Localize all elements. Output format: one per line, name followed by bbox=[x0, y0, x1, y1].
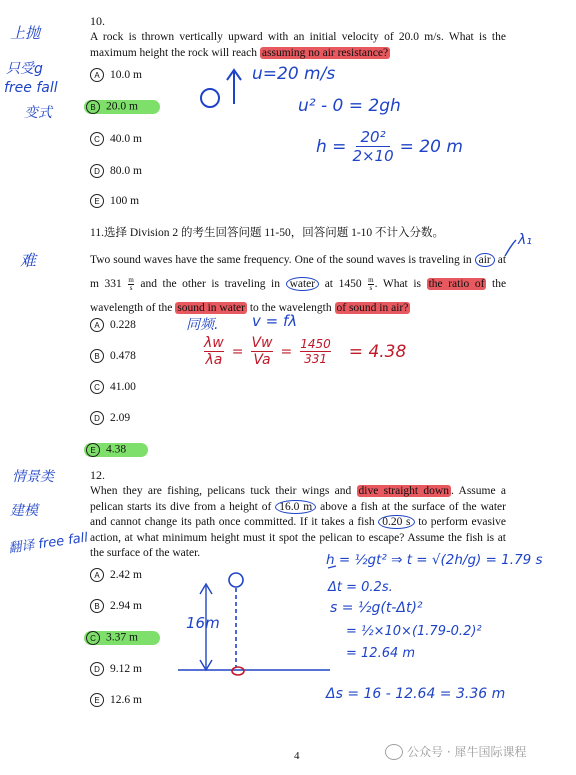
option-letter: A bbox=[90, 68, 104, 82]
option-text: 80.0 m bbox=[110, 165, 142, 177]
q10-text-main: A rock is thrown vertically upward with an initial velocity of 20.0 m/s. What is the maximum height the rock will reach bbox=[90, 31, 506, 59]
eq-rhs: = 20 m bbox=[399, 136, 463, 157]
q12-note-eq-5: = 12.64 m bbox=[346, 646, 416, 661]
option-letter: C bbox=[86, 631, 100, 645]
q12-circled-020: 0.20 s bbox=[378, 515, 414, 529]
page-number: 4 bbox=[294, 750, 300, 762]
q12-circled-16: 16.0 m bbox=[275, 500, 316, 514]
q11-highlight-water: sound in water bbox=[177, 302, 245, 314]
q11-note-lambda: λ₁ bbox=[518, 232, 532, 248]
v-a: Va bbox=[253, 352, 271, 368]
q12-note-eq-2: Δt = 0.2s. bbox=[328, 580, 393, 595]
option-text: 0.228 bbox=[110, 319, 136, 331]
option-text: 3.37 m bbox=[106, 631, 138, 644]
q10-highlight: assuming no air resistance? bbox=[261, 46, 389, 59]
option-letter: B bbox=[90, 349, 104, 363]
option-letter: C bbox=[90, 380, 104, 394]
ratio-result: = 4.38 bbox=[348, 341, 407, 362]
eq-lhs: h = bbox=[316, 136, 347, 157]
q12-text-b: . Assume a pelican starts its dive from a height of bbox=[90, 485, 506, 513]
n-1450: 1450 bbox=[300, 337, 331, 351]
q11-highlight-ratio: the ratio of bbox=[428, 278, 485, 290]
q10-note-side-2: 只受g bbox=[6, 61, 43, 77]
q12-diagram-pelican bbox=[229, 573, 243, 587]
q11-text-f: the wavelength of the bbox=[90, 278, 507, 314]
option-letter: B bbox=[90, 599, 104, 613]
option-letter: E bbox=[90, 194, 104, 208]
q11-text-a: Two sound waves have the same frequency. One of the sound waves is traveling in bbox=[90, 254, 472, 266]
q11-note-same-freq: 同频. bbox=[186, 317, 219, 333]
unit-den: s bbox=[129, 283, 133, 292]
option-text: 4.38 bbox=[106, 443, 127, 456]
option-text: 20.0 m bbox=[106, 100, 138, 113]
q11-highlight-air: of sound in air? bbox=[336, 302, 409, 314]
q10-note-eq-2: u² - 0 = 2gh bbox=[298, 96, 401, 116]
unit-num: m bbox=[128, 275, 134, 284]
q12-diagram-label: 16m bbox=[186, 614, 220, 632]
option-letter: A bbox=[90, 318, 104, 332]
eq-denominator: 2×10 bbox=[352, 147, 394, 165]
q12-ink-tick bbox=[328, 566, 336, 568]
q12-note-eq-1: h = ½gt² ⇒ t = √(2h/g) = 1.79 s bbox=[326, 552, 543, 568]
q12-text-d: to perform evasive action, at what minimum height must it spot the pelican to escape? Assume the fish is at the surface of the water. bbox=[90, 516, 506, 559]
option-letter: B bbox=[86, 100, 100, 114]
option-text: 2.42 m bbox=[110, 569, 142, 581]
q12-note-side-2: 建模 bbox=[10, 503, 38, 519]
q12-text-c: above a fish at the surface of the water and cannot change its path once committed. If it takes a fish bbox=[90, 500, 506, 528]
q11-circled-water: water bbox=[286, 277, 320, 291]
option-text: 2.09 bbox=[110, 412, 131, 424]
option-text: 0.478 bbox=[110, 350, 136, 362]
q11-note-formula: v = fλ bbox=[252, 312, 298, 330]
q11-text-g: to the wavelength bbox=[249, 302, 332, 314]
q10-note-side-4: 变式 bbox=[24, 105, 52, 121]
watermark bbox=[385, 743, 526, 760]
option-text: 2.94 m bbox=[110, 600, 142, 612]
eq-numerator: 20² bbox=[356, 128, 389, 147]
q10-number: 10. bbox=[90, 14, 105, 28]
q11-circled-air: air bbox=[475, 253, 495, 267]
option-letter: E bbox=[86, 443, 100, 457]
option-letter: A bbox=[90, 568, 104, 582]
option-text: 100 m bbox=[110, 195, 140, 207]
q12-note-eq-4: = ½×10×(1.79-0.2)² bbox=[346, 624, 482, 639]
unit-den: s bbox=[369, 283, 373, 292]
q12-note-side-3: 翻译 free fall bbox=[7, 530, 89, 557]
q12-number: 12. bbox=[90, 468, 105, 482]
q10-ink-up-arrow bbox=[227, 70, 241, 104]
option-letter: D bbox=[90, 411, 104, 425]
q11-text-e: . What is bbox=[374, 278, 421, 290]
q10-note-side-3: free fall bbox=[4, 80, 58, 96]
wechat-icon bbox=[385, 744, 403, 760]
eq-sign: = bbox=[280, 343, 293, 360]
unit-num: m bbox=[368, 275, 374, 284]
option-text: 12.6 m bbox=[110, 694, 142, 706]
option-text: 9.12 m bbox=[110, 663, 142, 675]
eq-sign: = bbox=[231, 343, 244, 360]
watermark-text: 公众号 · 犀牛国际课程 bbox=[407, 745, 527, 759]
q12-text-a: When they are fishing, pelicans tuck their wings and bbox=[90, 485, 352, 497]
q12-note-eq-6: Δs = 16 - 12.64 = 3.36 m bbox=[326, 686, 506, 702]
q11-ink-arrow bbox=[505, 240, 516, 256]
q11-note-side: 难 bbox=[20, 251, 37, 270]
q11-text-d: at 1450 bbox=[324, 278, 362, 290]
q11-header: 11.选择 Division 2 的考生回答问题 11-50，回答问题 1-10 不计入分数。 bbox=[90, 227, 445, 239]
option-letter: D bbox=[90, 164, 104, 178]
option-letter: D bbox=[90, 662, 104, 676]
q10-ink-circle bbox=[201, 89, 219, 107]
q12-note-eq-3: s = ½g(t-Δt)² bbox=[330, 600, 423, 616]
q12-note-side-1: 情景类 bbox=[12, 469, 54, 485]
q12-highlight: dive straight down bbox=[358, 485, 449, 497]
option-letter: E bbox=[90, 693, 104, 707]
option-text: 10.0 m bbox=[110, 69, 142, 81]
v-w: Vw bbox=[251, 335, 273, 351]
q11-text-b: at m 331 bbox=[90, 254, 507, 290]
option-text: 41.00 bbox=[110, 381, 136, 393]
d-331: 331 bbox=[304, 352, 327, 366]
q10-note-side-1: 上抛 bbox=[10, 24, 41, 42]
lambda-a: λa bbox=[205, 352, 223, 368]
lambda-w: λw bbox=[204, 335, 224, 351]
option-letter: C bbox=[90, 132, 104, 146]
q10-note-eq-1: u=20 m/s bbox=[252, 64, 336, 84]
option-text: 40.0 m bbox=[110, 133, 142, 145]
q11-text-c: and the other is traveling in bbox=[140, 278, 280, 290]
q12-diagram-fish bbox=[232, 667, 244, 675]
